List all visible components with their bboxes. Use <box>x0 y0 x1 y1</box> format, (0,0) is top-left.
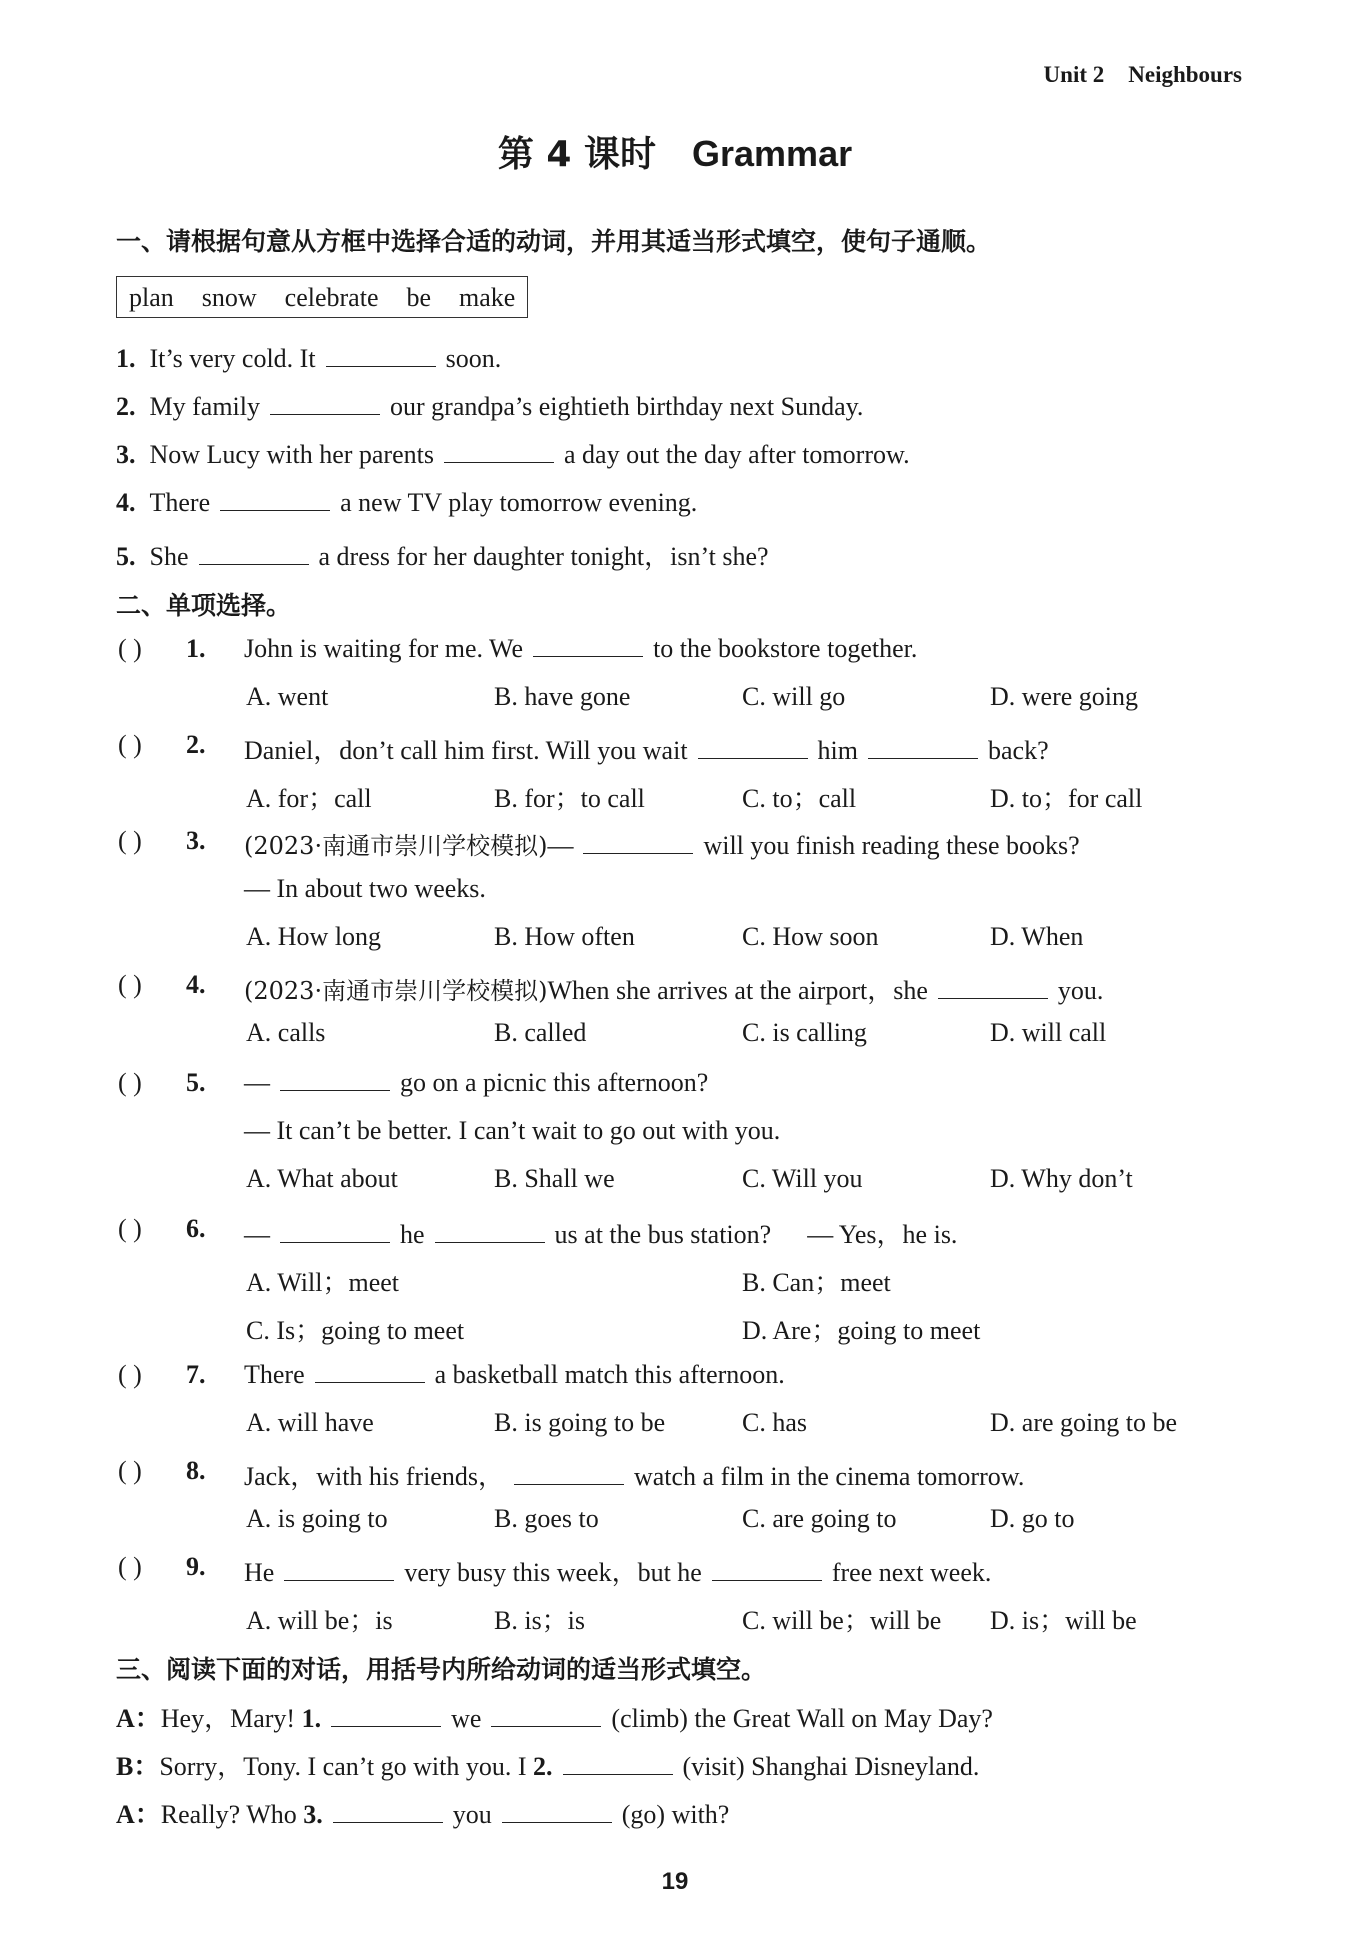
word-item: be <box>406 283 432 312</box>
option-a[interactable]: A. is going to <box>246 1504 388 1533</box>
section1-heading: 一、请根据句意从方框中选择合适的动词，并用其适当形式填空，使句子通顺。 <box>116 227 992 256</box>
option-d[interactable]: D. go to <box>990 1504 1075 1533</box>
answer-blank[interactable] <box>502 1800 612 1823</box>
answer-blank[interactable] <box>444 440 554 463</box>
option-d[interactable]: D. When <box>990 922 1084 951</box>
option-c[interactable]: C. How soon <box>742 922 879 951</box>
option-d[interactable]: D. were going <box>990 682 1139 711</box>
section3-heading: 三、阅读下面的对话，用括号内所给动词的适当形式填空。 <box>116 1655 767 1684</box>
option-b[interactable]: B. Shall we <box>494 1164 615 1193</box>
fill-item: 2. My family our grandpa’s eightieth birthday next Sunday. <box>116 392 864 421</box>
option-c[interactable]: C. Is；going to meet <box>246 1316 465 1345</box>
option-a[interactable]: A. calls <box>246 1018 326 1047</box>
word-item: plan <box>129 283 174 312</box>
option-c[interactable]: C. to；call <box>742 784 857 813</box>
question-text: Daniel，don’t call him first. Will you wait him back? <box>244 736 1049 765</box>
answer-blank <box>712 1558 822 1581</box>
answer-paren[interactable]: ( ) <box>118 1552 142 1581</box>
answer-blank[interactable] <box>326 344 436 367</box>
option-d[interactable]: D. will call <box>990 1018 1107 1047</box>
unit-topic: Neighbours <box>1128 62 1242 87</box>
answer-blank[interactable] <box>199 542 309 565</box>
option-b[interactable]: B. called <box>494 1018 587 1047</box>
dialogue-line: A：Really? Who 3. you (go) with? <box>116 1800 730 1829</box>
answer-blank <box>284 1558 394 1581</box>
answer-blank <box>435 1220 545 1243</box>
question-text: John is waiting for me. We to the bookstore together. <box>244 634 918 663</box>
question-text: (2023·南通市崇川学校模拟)— will you finish reading these books? <box>244 831 1080 860</box>
option-b[interactable]: B. Can；meet <box>742 1268 891 1297</box>
option-b[interactable]: B. for；to call <box>494 784 645 813</box>
question-text: (2023·南通市崇川学校模拟)When she arrives at the airport，she you. <box>244 976 1104 1005</box>
running-header <box>1020 62 1242 88</box>
dialogue-line: A：Hey，Mary! 1. we (climb) the Great Wall on May Day? <box>116 1704 993 1733</box>
answer-blank <box>514 1462 624 1485</box>
option-a[interactable]: A. Will；meet <box>246 1268 400 1297</box>
question-number: 9. <box>186 1552 206 1581</box>
question-number: 2. <box>186 730 206 759</box>
option-c[interactable]: C. are going to <box>742 1504 897 1533</box>
answer-paren[interactable]: ( ) <box>118 826 142 855</box>
answer-blank[interactable] <box>563 1752 673 1775</box>
answer-blank[interactable] <box>331 1704 441 1727</box>
dialogue-line: B：Sorry，Tony. I can’t go with you. I 2. (visit) Shanghai Disneyland. <box>116 1752 980 1781</box>
blank-number: 1. <box>301 1704 322 1733</box>
answer-blank[interactable] <box>220 488 330 511</box>
question-source: (2023·南通市崇川学校模拟) <box>244 832 548 860</box>
answer-blank <box>280 1068 390 1091</box>
word-item: make <box>459 283 516 312</box>
speaker-label: B： <box>116 1752 160 1781</box>
answer-blank <box>583 831 693 854</box>
speaker-label: A： <box>116 1704 161 1733</box>
option-d[interactable]: D. Why don’t <box>990 1164 1133 1193</box>
unit-label: Unit 2 <box>1043 62 1105 87</box>
answer-blank[interactable] <box>270 392 380 415</box>
option-c[interactable]: C. has <box>742 1408 807 1437</box>
speaker-label: A： <box>116 1800 161 1829</box>
fill-item: 4. There a new TV play tomorrow evening. <box>116 488 698 517</box>
option-a[interactable]: A. will have <box>246 1408 374 1437</box>
answer-blank[interactable] <box>333 1800 443 1823</box>
question-text: There a basketball match this afternoon. <box>244 1360 785 1389</box>
question-text: He very busy this week，but he free next week. <box>244 1558 992 1587</box>
answer-paren[interactable]: ( ) <box>118 1068 142 1097</box>
option-a[interactable]: A. for；call <box>246 784 372 813</box>
option-c[interactable]: C. will be；will be <box>742 1606 942 1635</box>
option-b[interactable]: B. goes to <box>494 1504 599 1533</box>
option-d[interactable]: D. are going to be <box>990 1408 1178 1437</box>
page-number: 19 <box>661 1868 689 1895</box>
question-number: 3. <box>186 826 206 855</box>
fill-item: 5. She a dress for her daughter tonight，isn’t she? <box>116 542 769 571</box>
option-b[interactable]: B. have gone <box>494 682 631 711</box>
question-number: 6. <box>186 1214 206 1243</box>
blank-number: 3. <box>303 1800 323 1829</box>
option-b[interactable]: B. is；is <box>494 1606 586 1635</box>
answer-blank <box>315 1360 425 1383</box>
blank-number: 2. <box>533 1752 553 1781</box>
option-d[interactable]: D. to；for call <box>990 784 1143 813</box>
answer-blank <box>533 634 643 657</box>
section2-heading: 二、单项选择。 <box>116 591 292 620</box>
title-lesson: 第 4 课时 <box>497 134 657 175</box>
dialogue-reply: — In about two weeks. <box>244 874 486 903</box>
fill-item: 3. Now Lucy with her parents a day out the day after tomorrow. <box>116 440 910 469</box>
answer-blank <box>868 736 978 759</box>
answer-blank <box>938 976 1048 999</box>
dialogue-reply: — It can’t be better. I can’t wait to go out with you. <box>244 1116 781 1145</box>
option-a[interactable]: A. How long <box>246 922 382 951</box>
question-text: Jack，with his friends， watch a film in the cinema tomorrow. <box>244 1462 1025 1491</box>
answer-paren[interactable]: ( ) <box>118 730 142 759</box>
option-a[interactable]: A. will be；is <box>246 1606 393 1635</box>
option-a[interactable]: A. went <box>246 682 329 711</box>
option-c[interactable]: C. is calling <box>742 1018 867 1047</box>
title-topic: Grammar <box>692 133 853 174</box>
option-c[interactable]: C. will go <box>742 682 846 711</box>
option-a[interactable]: A. What about <box>246 1164 398 1193</box>
question-number: 4. <box>186 970 206 999</box>
answer-paren[interactable]: ( ) <box>118 970 142 999</box>
option-d[interactable]: D. is；will be <box>990 1606 1137 1635</box>
answer-paren[interactable]: ( ) <box>118 634 142 663</box>
option-b[interactable]: B. is going to be <box>494 1408 666 1437</box>
option-c[interactable]: C. Will you <box>742 1164 863 1193</box>
question-text: — go on a picnic this afternoon? <box>244 1068 709 1097</box>
word-item: snow <box>201 283 257 312</box>
word-box <box>116 276 528 318</box>
answer-blank <box>698 736 808 759</box>
question-number: 8. <box>186 1456 206 1485</box>
question-number: 1. <box>186 634 206 663</box>
question-text: — he us at the bus station? — Yes，he is. <box>244 1220 958 1249</box>
question-number: 7. <box>186 1360 206 1389</box>
page-title <box>0 126 1350 177</box>
answer-paren[interactable]: ( ) <box>118 1360 142 1389</box>
answer-paren[interactable]: ( ) <box>118 1214 142 1243</box>
question-source: (2023·南通市崇川学校模拟) <box>244 977 548 1005</box>
word-item: celebrate <box>284 283 379 312</box>
answer-blank <box>280 1220 390 1243</box>
fill-item: 1. It’s very cold. It soon. <box>116 344 502 373</box>
option-b[interactable]: B. How often <box>494 922 635 951</box>
question-number: 5. <box>186 1068 206 1097</box>
option-d[interactable]: D. Are；going to meet <box>742 1316 981 1345</box>
answer-blank[interactable] <box>491 1704 601 1727</box>
answer-paren[interactable]: ( ) <box>118 1456 142 1485</box>
